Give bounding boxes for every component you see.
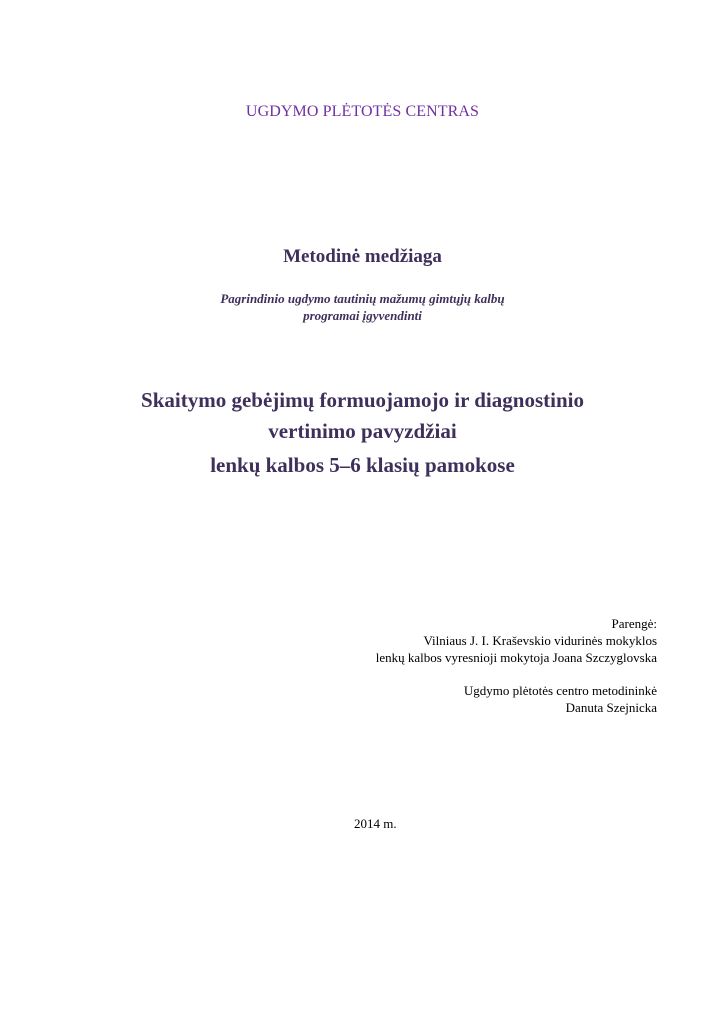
organization-name: UGDYMO PLĖTOTĖS CENTRAS bbox=[245, 103, 480, 120]
prepared-by-block bbox=[376, 615, 657, 666]
title-line: vertinimo pavyzdžiai bbox=[268, 419, 457, 443]
title-line: Skaitymo gebėjimų formuojamojo ir diagnostinio bbox=[141, 388, 584, 412]
document-kind: Metodinė medžiaga bbox=[283, 246, 442, 267]
subtitle-line: programai įgyvendinti bbox=[303, 308, 422, 323]
publication-year: 2014 m. bbox=[354, 816, 397, 831]
methodist-block bbox=[464, 682, 657, 716]
author-line: Vilniaus J. I. Kraševskio vidurinės mokyklos bbox=[423, 633, 657, 648]
methodist-line: Danuta Szejnicka bbox=[565, 700, 657, 715]
prepared-label: Parengė: bbox=[611, 616, 657, 631]
document-title bbox=[0, 385, 725, 447]
subtitle-line: Pagrindinio ugdymo tautinių mažumų gimtųjų kalbų bbox=[220, 291, 505, 306]
methodist-line: Ugdymo plėtotės centro metodininkė bbox=[463, 683, 657, 698]
author-line: lenkų kalbos vyresnioji mokytoja Joana Szczyglovska bbox=[375, 650, 657, 665]
document-subtitle bbox=[0, 290, 725, 324]
document-title-line-3: lenkų kalbos 5–6 klasių pamokose bbox=[210, 453, 515, 477]
